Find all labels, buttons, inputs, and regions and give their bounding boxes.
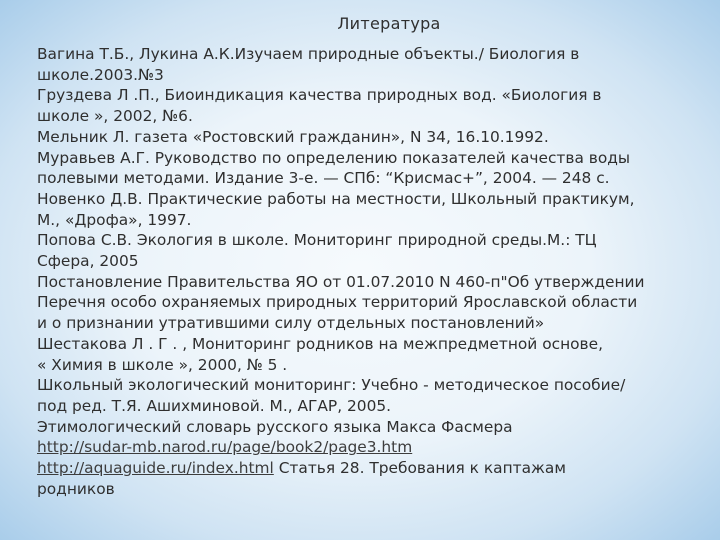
- reference-line: школе », 2002, №6.: [37, 107, 193, 126]
- reference-line-link2: [37, 458, 677, 479]
- reference-line: Школьный экологический мониторинг: Учебно - методическое пособие/: [37, 376, 626, 395]
- reference-line: под ред. Т.Я. Ашихминовой. М., АГАР, 2005.: [37, 396, 392, 415]
- reference-line: Этимологический словарь русского языка Макса Фасмера: [37, 417, 513, 436]
- reference-line: Постановление Правительства ЯО от 01.07.2010 N 460-п"Об утверждении: [37, 272, 645, 291]
- reference-line: Мельник Л. газета «Ростовский гражданин», N 34, 16.10.1992.: [37, 127, 549, 146]
- slide-title: Литература: [337, 14, 441, 33]
- reference-line: Новенко Д.В. Практические работы на местности, Школьный практикум,: [37, 189, 635, 208]
- reference-line: Груздева Л .П., Биоиндикация качества природных вод. «Биология в: [37, 86, 602, 105]
- reference-line: Муравьев А.Г. Руководство по определению показателей качества воды: [37, 148, 631, 167]
- reference-line-link1: [37, 437, 677, 458]
- reference-line: Шестакова Л . Г . , Мониторинг родников на межпредметной основе,: [37, 334, 603, 353]
- reference-line: школе.2003.№3: [37, 65, 164, 84]
- reference-line: Попова С.В. Экология в школе. Мониторинг природной среды.М.: ТЦ: [37, 231, 597, 250]
- reference-text-after-link: Статья 28. Требования к каптажам: [273, 459, 566, 478]
- references-list: [37, 44, 677, 499]
- reference-line: М., «Дрофа», 1997.: [37, 210, 192, 229]
- reference-line: и о признании утратившими силу отдельных постановлений»: [37, 314, 545, 333]
- reference-line: родников: [37, 479, 115, 498]
- reference-line: Сфера, 2005: [37, 252, 139, 271]
- reference-line: « Химия в школе », 2000, № 5 .: [37, 355, 288, 374]
- reference-line: Вагина Т.Б., Лукина А.К.Изучаем природные объекты./ Биология в: [37, 45, 580, 63]
- reference-line: полевыми методами. Издание 3-е. — СПб: “Крисмас+”, 2004. — 248 с.: [37, 169, 610, 188]
- aquaguide-link[interactable]: http://aquaguide.ru/index.html: [37, 459, 274, 478]
- reference-line: Перечня особо охраняемых природных территорий Ярославской области: [37, 293, 638, 312]
- sudar-mb-link[interactable]: http://sudar-mb.narod.ru/page/book2/page3.htm: [37, 438, 413, 457]
